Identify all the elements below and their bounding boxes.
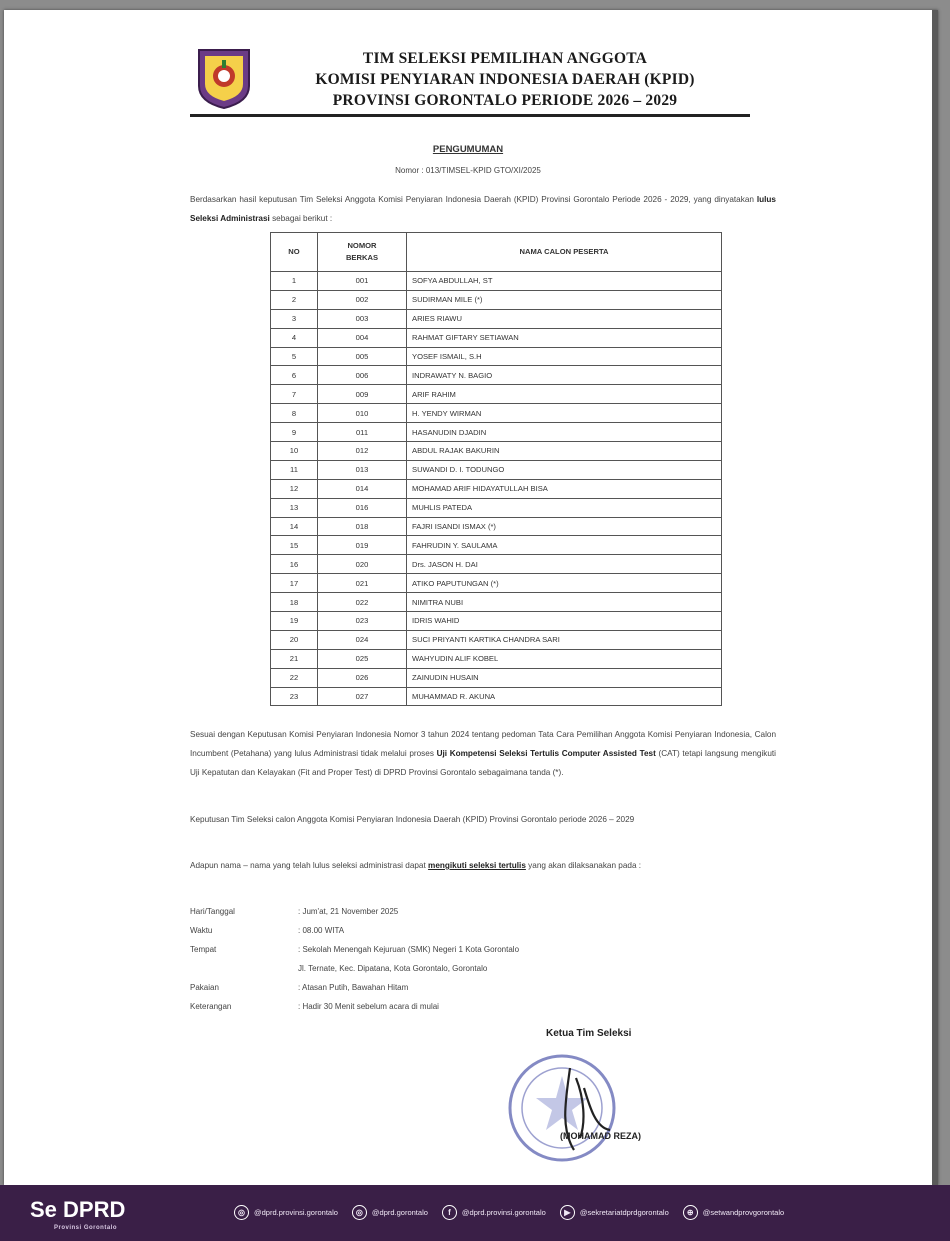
facebook-icon: f <box>442 1205 457 1220</box>
row-name-cell: IDRIS WAHID <box>407 612 722 631</box>
row-berkas-cell: 016 <box>318 498 407 517</box>
row-no-cell: 9 <box>271 423 318 442</box>
table-row <box>271 668 722 687</box>
competency-paragraph <box>190 725 776 782</box>
table-row <box>271 574 722 593</box>
table-row <box>271 272 722 291</box>
table-row <box>271 385 722 404</box>
row-no-cell: 17 <box>271 574 318 593</box>
row-name-cell: H. YENDY WIRMAN <box>407 404 722 423</box>
table-row <box>271 649 722 668</box>
table-row <box>271 630 722 649</box>
row-berkas-cell: 003 <box>318 309 407 328</box>
header-name: NAMA CALON PESERTA <box>407 233 722 272</box>
schedule-intro-underline: mengikuti seleksi tertulis <box>428 861 526 870</box>
table-row <box>271 612 722 631</box>
decision-paragraph: Keputusan Tim Seleksi calon Anggota Komisi Penyiaran Indonesia Daerah (KPID) Provinsi Gorontalo periode 2026 – 2029 <box>190 815 635 824</box>
row-name-cell: MUHAMMAD R. AKUNA <box>407 687 722 706</box>
announcement-title: PENGUMUMAN <box>432 144 504 155</box>
schedule-row <box>190 978 750 997</box>
table-row <box>271 593 722 612</box>
row-berkas-cell: 006 <box>318 366 407 385</box>
row-name-cell: Drs. JASON H. DAI <box>407 555 722 574</box>
table-row <box>271 290 722 309</box>
row-no-cell: 20 <box>271 630 318 649</box>
table-row <box>271 536 722 555</box>
footer-social-item <box>352 1205 428 1220</box>
row-berkas-cell: 012 <box>318 442 407 461</box>
row-berkas-cell: 021 <box>318 574 407 593</box>
table-row <box>271 404 722 423</box>
row-no-cell: 13 <box>271 498 318 517</box>
footer-social-handle: @dprd.provinsi.gorontalo <box>461 1208 546 1217</box>
schedule-details <box>190 902 750 1016</box>
official-stamp-icon <box>500 1038 650 1168</box>
row-berkas-cell: 001 <box>318 272 407 291</box>
schedule-value: Jl. Ternate, Kec. Dipatana, Kota Gorontalo, Gorontalo <box>298 964 488 973</box>
schedule-label: Keterangan <box>190 1002 232 1011</box>
schedule-label: Waktu <box>190 926 213 935</box>
row-no-cell: 4 <box>271 328 318 347</box>
row-name-cell: FAJRI ISANDI ISMAX (*) <box>407 517 722 536</box>
candidate-table <box>270 232 722 706</box>
footer-bar <box>0 1185 950 1241</box>
row-berkas-cell: 009 <box>318 385 407 404</box>
row-no-cell: 21 <box>271 649 318 668</box>
footer-social-item <box>683 1205 784 1220</box>
row-name-cell: MUHLIS PATEDA <box>407 498 722 517</box>
web-icon: ⊕ <box>683 1205 698 1220</box>
table-row <box>271 366 722 385</box>
row-berkas-cell: 014 <box>318 479 407 498</box>
table-row <box>271 328 722 347</box>
row-berkas-cell: 022 <box>318 593 407 612</box>
row-name-cell: INDRAWATY N. BAGIO <box>407 366 722 385</box>
row-berkas-cell: 010 <box>318 404 407 423</box>
header-no: NO <box>271 233 318 272</box>
youtube-icon: ▶ <box>560 1205 575 1220</box>
header-berkas <box>318 233 407 272</box>
footer-social-handle: @sekretariatdprdgorontalo <box>579 1208 669 1217</box>
table-row <box>271 479 722 498</box>
row-no-cell: 15 <box>271 536 318 555</box>
row-name-cell: ATIKO PAPUTUNGAN (*) <box>407 574 722 593</box>
header-divider <box>190 114 750 117</box>
row-no-cell: 10 <box>271 442 318 461</box>
schedule-value: : Sekolah Menengah Kejuruan (SMK) Negeri 1 Kota Gorontalo <box>298 945 520 954</box>
row-no-cell: 3 <box>271 309 318 328</box>
schedule-row <box>190 959 750 978</box>
row-name-cell: HASANUDIN DJADIN <box>407 423 722 442</box>
row-name-cell: WAHYUDIN ALIF KOBEL <box>407 649 722 668</box>
schedule-value: : Atasan Putih, Bawahan Hitam <box>298 983 409 992</box>
footer-social-item <box>442 1205 546 1220</box>
letterhead-line-1: TIM SELEKSI PEMILIHAN ANGGOTA <box>362 50 648 67</box>
row-name-cell: FAHRUDIN Y. SAULAMA <box>407 536 722 555</box>
intro-end: sebagai berikut : <box>272 214 333 223</box>
document-page <box>4 10 938 1185</box>
row-berkas-cell: 004 <box>318 328 407 347</box>
instagram-icon: ◎ <box>234 1205 249 1220</box>
footer-social-handle: @dprd.provinsi.gorontalo <box>254 1208 338 1217</box>
footer-socials <box>234 1205 784 1220</box>
schedule-row <box>190 940 750 959</box>
table-row <box>271 423 722 442</box>
row-name-cell: ARIES RIAWU <box>407 309 722 328</box>
instagram-icon: ◎ <box>352 1205 367 1220</box>
row-name-cell: ZAINUDIN HUSAIN <box>407 668 722 687</box>
row-berkas-cell: 024 <box>318 630 407 649</box>
table-row <box>271 555 722 574</box>
schedule-intro-paragraph <box>190 856 776 875</box>
letterhead-line-2: KOMISI PENYIARAN INDONESIA DAERAH (KPID) <box>315 71 695 88</box>
row-berkas-cell: 019 <box>318 536 407 555</box>
announcement-number: Nomor : 013/TIMSEL-KPID GTO/XI/2025 <box>395 166 541 175</box>
row-no-cell: 22 <box>271 668 318 687</box>
row-berkas-cell: 018 <box>318 517 407 536</box>
row-berkas-cell: 023 <box>318 612 407 631</box>
row-no-cell: 11 <box>271 460 318 479</box>
row-berkas-cell: 026 <box>318 668 407 687</box>
row-name-cell: ABDUL RAJAK BAKURIN <box>407 442 722 461</box>
row-no-cell: 14 <box>271 517 318 536</box>
competency-text-b: (CAT) tetapi langsung mengikuti Uji Kepatutan dan Kelayakan (Fit and Proper Test) di DPRD Provinsi Gorontalo sebagaimana tanda (*). <box>190 749 776 777</box>
row-no-cell: 5 <box>271 347 318 366</box>
table-row <box>271 517 722 536</box>
row-berkas-cell: 013 <box>318 460 407 479</box>
schedule-row <box>190 921 750 940</box>
row-no-cell: 19 <box>271 612 318 631</box>
table-row <box>271 442 722 461</box>
row-name-cell: NIMITRA NUBI <box>407 593 722 612</box>
footer-brand-sub: Provinsi Gorontalo <box>54 1225 118 1231</box>
row-berkas-cell: 005 <box>318 347 407 366</box>
row-berkas-cell: 002 <box>318 290 407 309</box>
letterhead-titles <box>260 48 750 111</box>
schedule-row <box>190 902 750 921</box>
row-name-cell: YOSEF ISMAIL, S.H <box>407 347 722 366</box>
intro-text: Berdasarkan hasil keputusan Tim Seleksi Anggota Komisi Penyiaran Indonesia Daerah (KPID) Provinsi Gorontalo Periode 2026 - 2029, yang dinyatakan <box>190 195 754 204</box>
table-row <box>271 347 722 366</box>
row-name-cell: SUWANDI D. I. TODUNGO <box>407 460 722 479</box>
signer-name: (MOHAMAD REZA) <box>560 1131 641 1141</box>
row-name-cell: SUCI PRIYANTI KARTIKA CHANDRA SARI <box>407 630 722 649</box>
schedule-intro-text-a: Adapun nama – nama yang telah lulus seleksi administrasi dapat <box>190 861 426 870</box>
row-no-cell: 16 <box>271 555 318 574</box>
schedule-value: : Hadir 30 Menit sebelum acara di mulai <box>298 1002 439 1011</box>
competency-text-a: Sesuai dengan Keputusan Komisi Penyiaran Indonesia Nomor 3 tahun 2024 tentang pedoman Tata Cara Pemilihan Anggota Komisi Penyiaran Indonesia, Calon Incumbent (Petahana) yang lulus Administrasi tidak melalui proses <box>190 730 776 758</box>
table-row <box>271 687 722 706</box>
table-row <box>271 460 722 479</box>
schedule-intro-text-b: yang akan dilaksanakan pada : <box>528 861 642 870</box>
signature-title: Ketua Tim Seleksi <box>546 1028 632 1039</box>
table-header-row <box>271 233 722 272</box>
header-berkas-line-1: NOMOR <box>347 241 377 250</box>
row-no-cell: 1 <box>271 272 318 291</box>
row-berkas-cell: 027 <box>318 687 407 706</box>
table-body <box>271 272 722 706</box>
schedule-label: Tempat <box>190 945 217 954</box>
schedule-label: Pakaian <box>190 983 219 992</box>
row-no-cell: 18 <box>271 593 318 612</box>
row-no-cell: 2 <box>271 290 318 309</box>
schedule-value: : Jum'at, 21 November 2025 <box>298 907 399 916</box>
footer-social-item <box>234 1205 338 1220</box>
schedule-value: : 08.00 WITA <box>298 926 345 935</box>
schedule-label: Hari/Tanggal <box>190 907 235 916</box>
kpid-logo-icon <box>195 46 253 110</box>
table-row <box>271 498 722 517</box>
intro-paragraph <box>190 190 776 228</box>
row-berkas-cell: 011 <box>318 423 407 442</box>
row-name-cell: SOFYA ABDULLAH, ST <box>407 272 722 291</box>
intro-bold: lulus Seleksi Administrasi <box>190 195 776 223</box>
footer-social-handle: @dprd.gorontalo <box>371 1208 428 1217</box>
footer-brand: Se DPRD <box>30 1197 126 1222</box>
competency-bold: Uji Kompetensi Seleksi Tertulis Computer Assisted Test <box>436 749 656 758</box>
row-name-cell: ARIF RAHIM <box>407 385 722 404</box>
row-no-cell: 12 <box>271 479 318 498</box>
table-row <box>271 309 722 328</box>
row-name-cell: RAHMAT GIFTARY SETIAWAN <box>407 328 722 347</box>
letterhead-line-3: PROVINSI GORONTALO PERIODE 2026 – 2029 <box>332 92 678 109</box>
row-no-cell: 7 <box>271 385 318 404</box>
header-berkas-line-2: BERKAS <box>345 253 379 262</box>
footer-social-handle: @setwandprovgorontalo <box>702 1208 785 1217</box>
row-berkas-cell: 025 <box>318 649 407 668</box>
row-no-cell: 23 <box>271 687 318 706</box>
footer-social-item <box>560 1205 669 1220</box>
row-no-cell: 8 <box>271 404 318 423</box>
row-name-cell: MOHAMAD ARIF HIDAYATULLAH BISA <box>407 479 722 498</box>
schedule-row <box>190 997 750 1016</box>
row-no-cell: 6 <box>271 366 318 385</box>
row-name-cell: SUDIRMAN MILE (*) <box>407 290 722 309</box>
row-berkas-cell: 020 <box>318 555 407 574</box>
